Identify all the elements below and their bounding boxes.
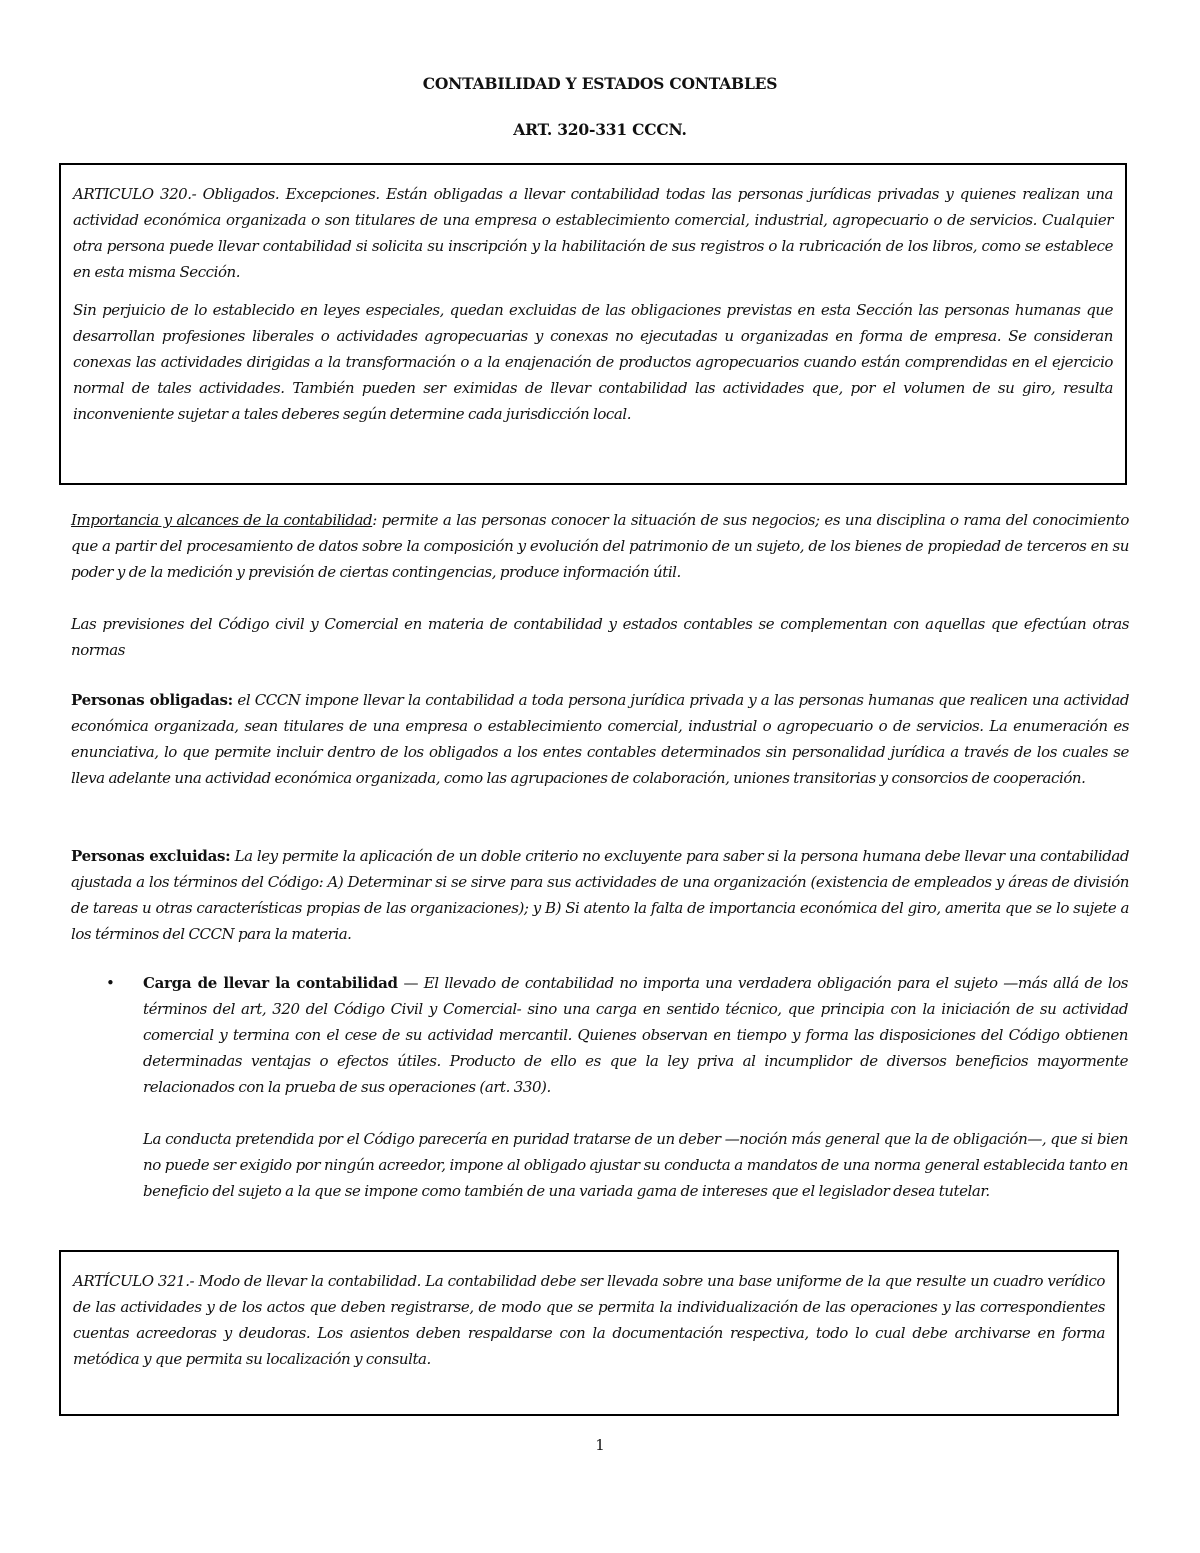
article-321-box bbox=[59, 1250, 1119, 1416]
importance-heading: Importancia y alcances de la contabilidad bbox=[71, 511, 373, 529]
personas-excluidas-text: La ley permite la aplicación de un doble criterio no excluyente para saber si la persona humana debe llevar una contabilidad ajustada a los términos del Código: A) Determinar si se sirve para sus actividades de una organización (existencia de empleados y áreas de división de tareas u otras características propias de las organizaciones); y B) Si atento la falta de importancia económica del giro, amerita que se lo sujete a los términos del CCCN para la materia. bbox=[71, 847, 1129, 943]
personas-obligadas-label: Personas obligadas: bbox=[71, 691, 233, 709]
personas-excluidas-paragraph bbox=[71, 843, 1129, 947]
article-320-paragraph-2: Sin perjuicio de lo establecido en leyes especiales, quedan excluidas de las obligaciones previstas en esta Sección las personas humanas que desarrollan profesiones liberales o actividades agropecuarias y conexas no ejecutadas u organizadas en forma de empresa. Se consideran conexas las actividades dirigidas a la transformación o a la enajenación de productos agropecuarios cuando están comprendidas en el ejercicio normal de tales actividades. También pueden ser eximidas de llevar contabilidad las actividades que, por el volumen de su giro, resulta inconveniente sujetar a tales deberes según determine cada jurisdicción local. bbox=[73, 301, 1113, 423]
carga-bullet-item bbox=[106, 970, 1128, 1204]
article-320-box bbox=[59, 163, 1127, 485]
page-number: 1 bbox=[595, 1436, 605, 1454]
carga-label: Carga de llevar la contabilidad bbox=[143, 974, 398, 992]
previsiones-paragraph bbox=[71, 611, 1129, 663]
document-subtitle: ART. 320-331 CCCN. bbox=[513, 120, 687, 139]
carga-dash: — bbox=[397, 974, 424, 992]
importance-paragraph bbox=[71, 507, 1129, 585]
carga-paragraph-2: La conducta pretendida por el Código parecería en puridad tratarse de un deber —noción más general que la de obligación—, que si bien no puede ser exigido por ningún acreedor, impone al obligado ajustar su conducta a mandatos de una norma general establecida tanto en beneficio del sujeto a la que se impone como también de una variada gama de intereses que el legislador desea tutelar. bbox=[143, 1130, 1128, 1200]
article-321-paragraph-1: ARTÍCULO 321.- Modo de llevar la contabilidad. La contabilidad debe ser llevada sobre una base uniforme de la que resulte un cuadro verídico de las actividades y de los actos que deben registrarse, de modo que se permita la individualización de las operaciones y las correspondientes cuentas acreedoras y deudoras. Los asientos deben respaldarse con la documentación respectiva, todo lo cual debe archivarse en forma metódica y que permita su localización y consulta. bbox=[73, 1272, 1105, 1368]
personas-excluidas-label: Personas excluidas: bbox=[71, 847, 231, 865]
personas-obligadas-paragraph bbox=[71, 687, 1129, 791]
personas-obligadas-text: el CCCN impone llevar la contabilidad a toda persona jurídica privada y a las personas humanas que realicen una actividad económica organizada, sean titulares de una empresa o establecimiento comercial, industrial o agropecuario o de servicios. La enumeración es enunciativa, lo que permite incluir dentro de los obligados a los entes contables determinados sin personalidad jurídica a través de los cuales se lleva adelante una actividad económica organizada, como las agrupaciones de colaboración, uniones transitorias y consorcios de cooperación. bbox=[71, 691, 1129, 787]
document-title: CONTABILIDAD Y ESTADOS CONTABLES bbox=[422, 74, 778, 93]
importance-text: : permite a las personas conocer la situación de sus negocios; es una disciplina o rama del conocimiento que a partir del procesamiento de datos sobre la composición y evolución del patrimonio de un sujeto, de los bienes de propiedad de terceros en su poder y de la medición y previsión de ciertas contingencias, produce información útil. bbox=[71, 511, 1130, 581]
article-320-paragraph-1: ARTICULO 320.- Obligados. Excepciones. Están obligadas a llevar contabilidad todas las personas jurídicas privadas y quienes realizan una actividad económica organizada o son titulares de una empresa o establecimiento comercial, industrial, agropecuario o de servicios. Cualquier otra persona puede llevar contabilidad si solicita su inscripción y la habilitación de sus registros o la rubricación de los libros, como se establece en esta misma Sección. bbox=[73, 185, 1113, 281]
bullet-icon: • bbox=[106, 974, 115, 992]
carga-text: El llevado de contabilidad no importa una verdadera obligación para el sujeto —más allá de los términos del art, 320 del Código Civil y Comercial- sino una carga en sentido técnico, que principia con la iniciación de su actividad comercial y termina con el cese de su actividad mercantil. Quienes observan en tiempo y forma las disposiciones del Código obtienen determinadas ventajas o efectos útiles. Producto de ello es que la ley priva al incumplidor de diversos beneficios mayormente relacionados con la prueba de sus operaciones (art. 330). bbox=[143, 974, 1129, 1096]
previsiones-text: Las previsiones del Código civil y Comercial en materia de contabilidad y estados contables se complementan con aquellas que efectúan otras normas bbox=[71, 615, 1129, 659]
